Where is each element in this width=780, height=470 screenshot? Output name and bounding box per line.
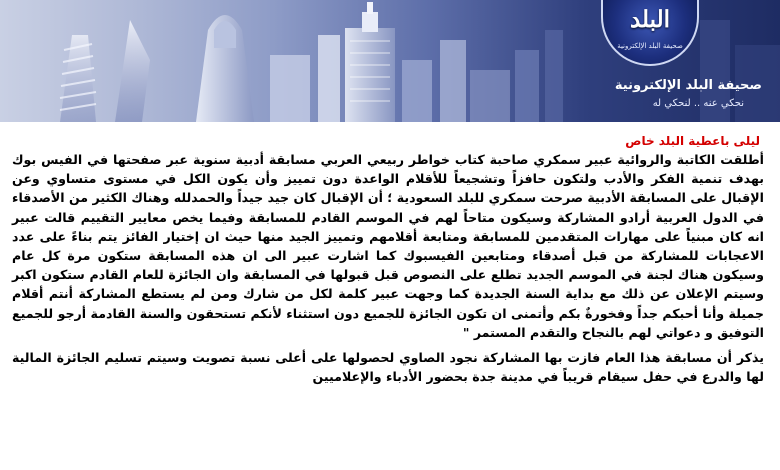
article-paragraph: يذكر أن مسابقة هذا العام فازت بها المشاركة نجود الصاوي لحصولها على أعلى نسبة تصويت وسيتم تسليم الجائزة المالية لها والدرع في حفل سيقام قريباً في مدينة جدة بحضور الأدباء والإعلاميين [12,350,764,385]
article-byline: ليلى باعطية البلد خاص [625,134,760,148]
site-slogan: نحكي عنه .. لنحكي له [652,98,744,109]
site-header-banner [0,0,780,122]
article-body [12,132,764,386]
article-paragraph: أطلقت الكاتبة والروائية عبير سمكري صاحبة كتاب خواطر ربيعي العربي مسابقة أدبية سنوية عبر صفحتها في الفيس بوك بهدف تنمية الفكر والأدب ولتكون حافزاً وتشجيعاً للأقلام الواعدة دون تمييز وأن يكون الكل في مستوى متساوي وعن الإقبال على المسابقة الأدبية صرحت سمكري للبلد السعودية ؛ أن الإقبال كان جيد جيداً والحمدلله وهناك الكثير من الأصدقاء في الدول العربية أرادو المشاركة وسيكون متاحاً لهم في الموسم القادم للمسابقة وفيما يخص معايير التقييم قالت عبير انه كان مبنياً على مهارات المتقدمين للمسابقة ومتابعة أقلامهم وتمييز الجيد منها حيث ان إختيار الفائز يتم بناءً على عدد الاعجابات للمشاركة من قبل أصدقاء ومتابعين الفيسبوك كما اشارت عبير الى ان هذه المسابقة ستكون مرة كل عام وسيكون هناك لجنة في الموسم الجديد تطلع على النصوص قبل قبولها في المسابقة وان الجائزة للعام القادم ستكون اكبر وسيتم الإعلان عن ذلك مع بداية السنة الجديدة كما وجهت عبير كلمة لكل من شارك ومن لم يستطع المشاركة أنتم أقلام جميلة وأنا أحبكم جداً وفخورةٌ بكم وأتمنى ان تكون الجائزة للجميع دون استثناء لأنكم تستحقون والسنة القادمة أرجو للجميع التوفيق و دعواتي لهم بالنجاح والتقدم المستمر " [12,152,764,340]
logo-text: البلد [629,6,671,33]
site-title: صحيفة البلد الإلكترونية [614,78,762,93]
logo-subtitle: صحيفة البلد الإلكترونية [617,42,683,50]
